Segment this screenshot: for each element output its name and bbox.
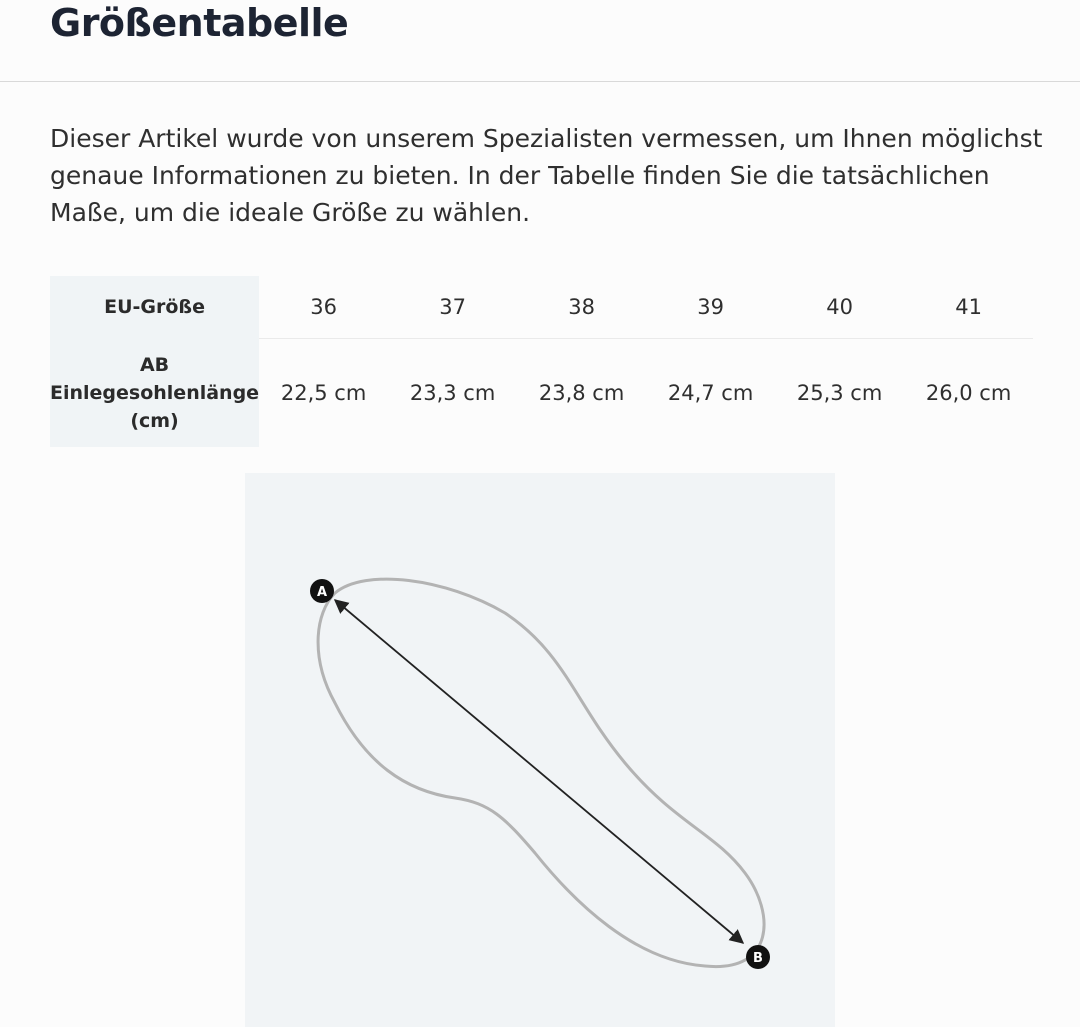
row-header-insole-length xyxy=(50,339,259,448)
table-cell: 23,3 cm xyxy=(409,381,496,405)
measurement-arrow xyxy=(335,600,743,943)
table-cell: 38 xyxy=(517,276,646,339)
table-cell: 24,7 cm xyxy=(667,381,754,405)
point-a-label: A xyxy=(316,585,328,600)
row-header-line: (cm) xyxy=(130,409,179,432)
table-cell: 40 xyxy=(775,276,904,339)
point-a-marker xyxy=(310,579,334,603)
row-header-line: AB xyxy=(139,353,170,376)
page-title: Größentabelle xyxy=(50,1,349,45)
table-cell: 41 xyxy=(904,276,1033,339)
point-b-marker xyxy=(746,945,770,969)
title-divider xyxy=(0,81,1080,82)
table-cell: 39 xyxy=(646,276,775,339)
table-cell: 23,8 cm xyxy=(538,381,625,405)
row-header-eu-size: EU-Größe xyxy=(50,276,259,339)
row-header-line: Einlegesohlenlänge xyxy=(50,381,260,404)
table-cell: 25,3 cm xyxy=(796,381,883,405)
table-cell: 22,5 cm xyxy=(280,381,367,405)
table-cell: 26,0 cm xyxy=(925,381,1012,405)
point-b-label: B xyxy=(753,951,763,966)
insole-diagram-svg xyxy=(245,473,835,1027)
intro-text: Dieser Artikel wurde von unserem Spezialisten vermessen, um Ihnen möglichst genaue Informationen zu bieten. In der Tabelle finden Sie die tatsächlichen Maße, um die ideale Größe zu wählen. xyxy=(50,124,1043,227)
insole-diagram xyxy=(245,473,835,1027)
table-row-insole-length xyxy=(50,339,1033,448)
table-cell: 36 xyxy=(259,276,388,339)
table-row-eu-size xyxy=(50,276,1033,339)
size-table xyxy=(50,276,1033,447)
table-cell: 37 xyxy=(388,276,517,339)
